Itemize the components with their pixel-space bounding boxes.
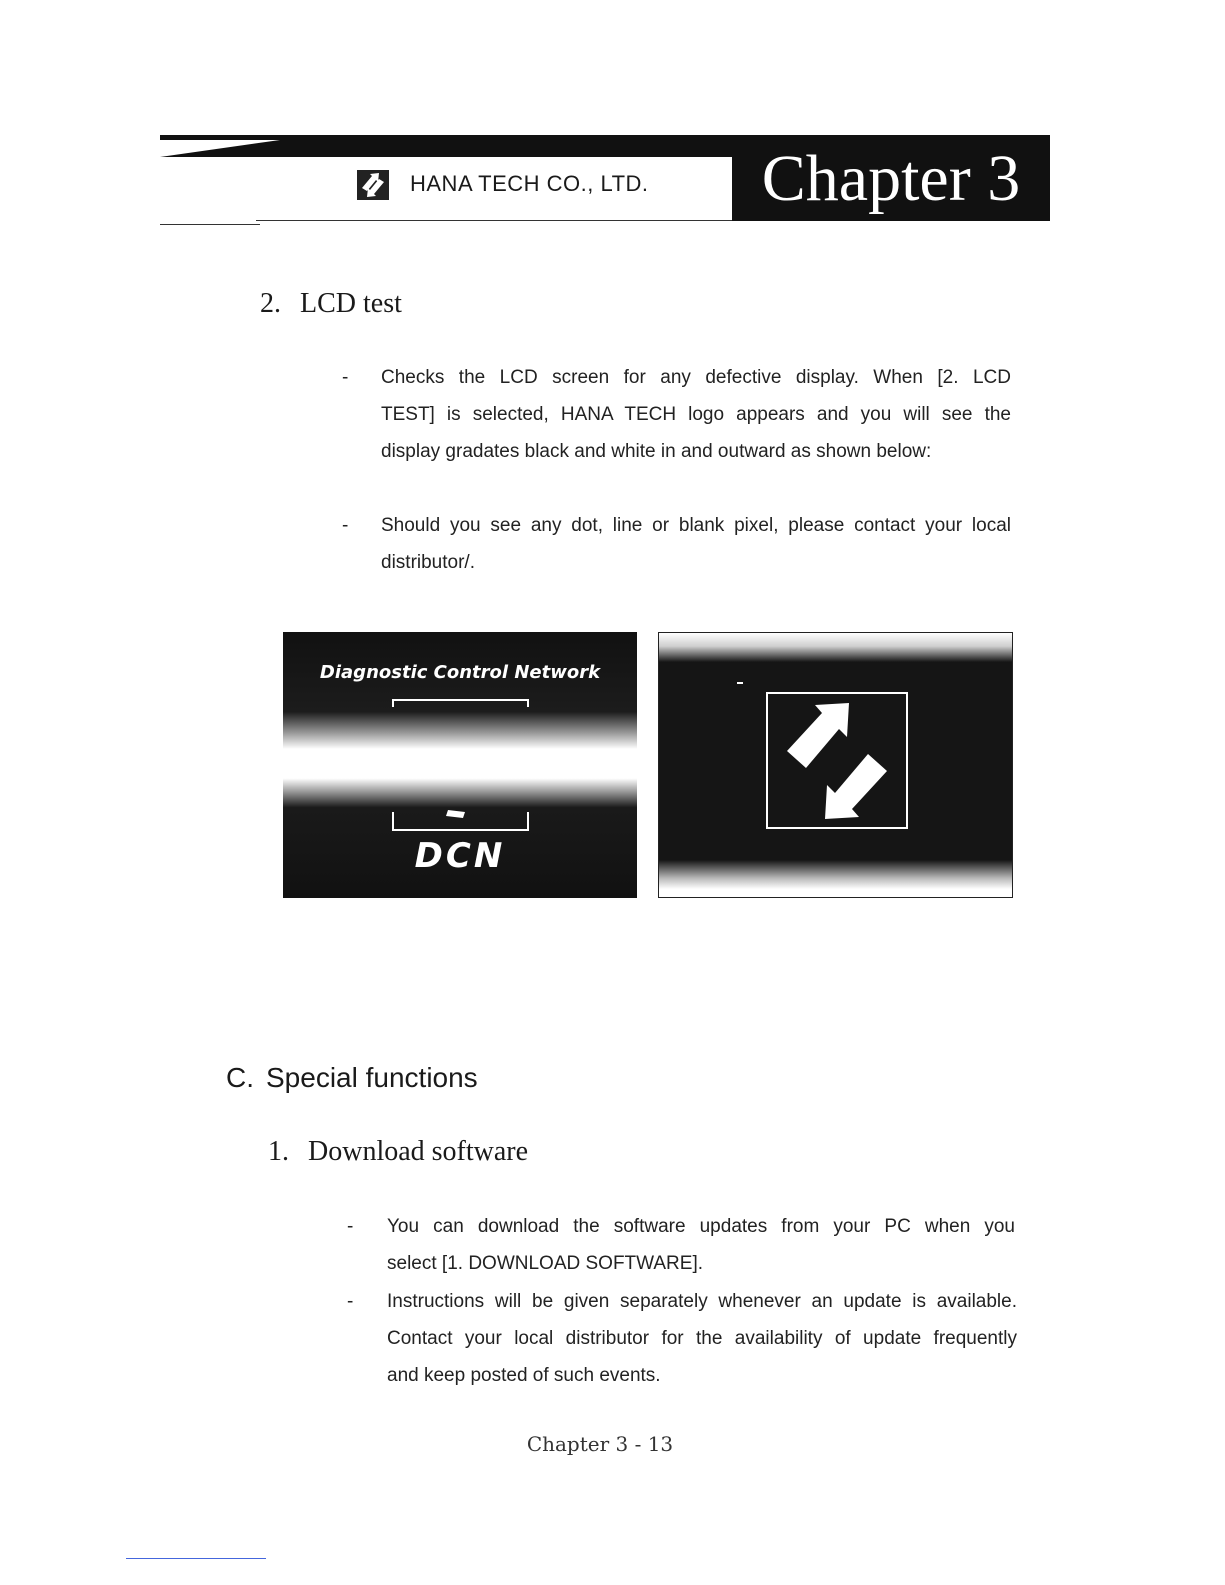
- lcd-test-number: 2.: [260, 288, 281, 319]
- bullet-dash: -: [342, 515, 349, 536]
- lcd-test-bullet-1: [381, 359, 1011, 470]
- lcd-test-title: LCD test: [300, 288, 402, 319]
- header-rule-left: [160, 224, 260, 225]
- screen-dcn-text: DCN: [414, 836, 506, 876]
- text-line: select [1. DOWNLOAD SOFTWARE].: [387, 1253, 704, 1274]
- special-title: Special functions: [266, 1062, 478, 1093]
- text-line: and keep posted of such events.: [387, 1365, 661, 1386]
- text-line: Contact your local distributor for the availability of update frequently: [387, 1328, 1017, 1349]
- special-letter: C.: [226, 1062, 254, 1093]
- header-top-bar: [160, 135, 735, 157]
- lcd-screen-logo: [658, 632, 1013, 898]
- download-title: Download software: [308, 1136, 529, 1167]
- company-name: HANA TECH CO., LTD.: [410, 171, 649, 196]
- download-bullet-1: [387, 1208, 1015, 1282]
- text-line: distributor/.: [381, 552, 475, 573]
- chapter-title: Chapter 3: [761, 142, 1021, 215]
- lcd-screen-dcn: [283, 632, 637, 898]
- lcd-test-heading: [260, 288, 402, 320]
- bottom-link-underline: [126, 1558, 266, 1559]
- text-line: Checks the LCD screen for any defective display. When [2. LCD: [381, 367, 1011, 388]
- screen-top-text: Diagnostic Control Network: [319, 662, 601, 683]
- page-footer: Chapter 3 - 13: [526, 1432, 674, 1456]
- bullet-dash: -: [342, 367, 349, 388]
- header-rule: [256, 220, 734, 221]
- bullet-dash: -: [347, 1291, 354, 1312]
- special-functions-heading: [226, 1062, 478, 1094]
- download-software-heading: [268, 1136, 528, 1168]
- text-line: Should you see any dot, line or blank pixel, please contact your local: [381, 515, 1011, 536]
- hanatech-logo-icon: [357, 170, 389, 200]
- bullet-dash: -: [347, 1216, 354, 1237]
- text-line: TEST] is selected, HANA TECH logo appears and you will see the: [381, 404, 1011, 425]
- text-line: Instructions will be given separately whenever an update is available.: [387, 1291, 1017, 1312]
- hanatech-arrows-icon: [659, 633, 1012, 897]
- download-bullet-2: [387, 1283, 1017, 1394]
- download-number: 1.: [268, 1136, 289, 1167]
- text-line: display gradates black and white in and outward as shown below:: [381, 441, 932, 462]
- text-line: You can download the software updates from your PC when you: [387, 1216, 1015, 1237]
- lcd-test-bullet-2: [381, 507, 1011, 581]
